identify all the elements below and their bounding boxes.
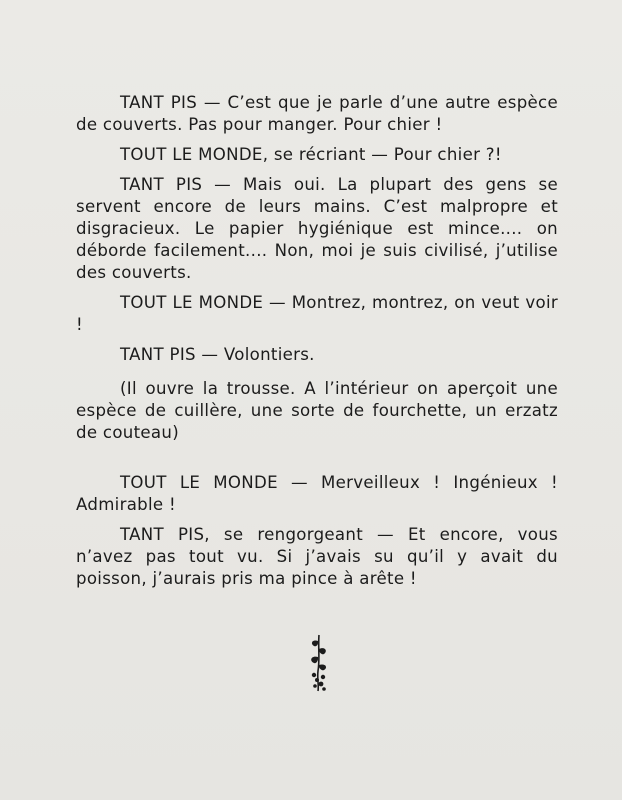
page-text	[76, 92, 558, 598]
paragraph: TOUT LE MONDE, se récriant — Pour chier ?!	[120, 145, 502, 164]
stage-direction: (Il ouvre la trousse. A l’intérieur on aperçoit une espèce de cuillère, une sorte de fourchette, un erzatz de couteau)	[76, 379, 558, 442]
floral-vignette-icon	[305, 633, 333, 693]
paragraph: TANT PIS — Mais oui. La plupart des gens se servent encore de leurs mains. C’est malpropre et disgracieux. Le papier hygiénique est mince.... on déborde facilement.... Non, moi je suis civilisé, j’utilise des couverts.	[76, 175, 558, 282]
paragraph: TANT PIS — Volontiers.	[120, 345, 315, 364]
paragraph: TOUT LE MONDE — Montrez, montrez, on veut voir !	[76, 293, 558, 334]
paragraph: TOUT LE MONDE — Merveilleux ! Ingénieux ! Admirable !	[76, 473, 558, 514]
paragraph: TANT PIS — C’est que je parle d’une autre espèce de couverts. Pas pour manger. Pour chier !	[76, 93, 558, 134]
paragraph: TANT PIS, se rengorgeant — Et encore, vous n’avez pas tout vu. Si j’avais su qu’il y avait du poisson, j’aurais pris ma pince à arête !	[76, 525, 558, 588]
